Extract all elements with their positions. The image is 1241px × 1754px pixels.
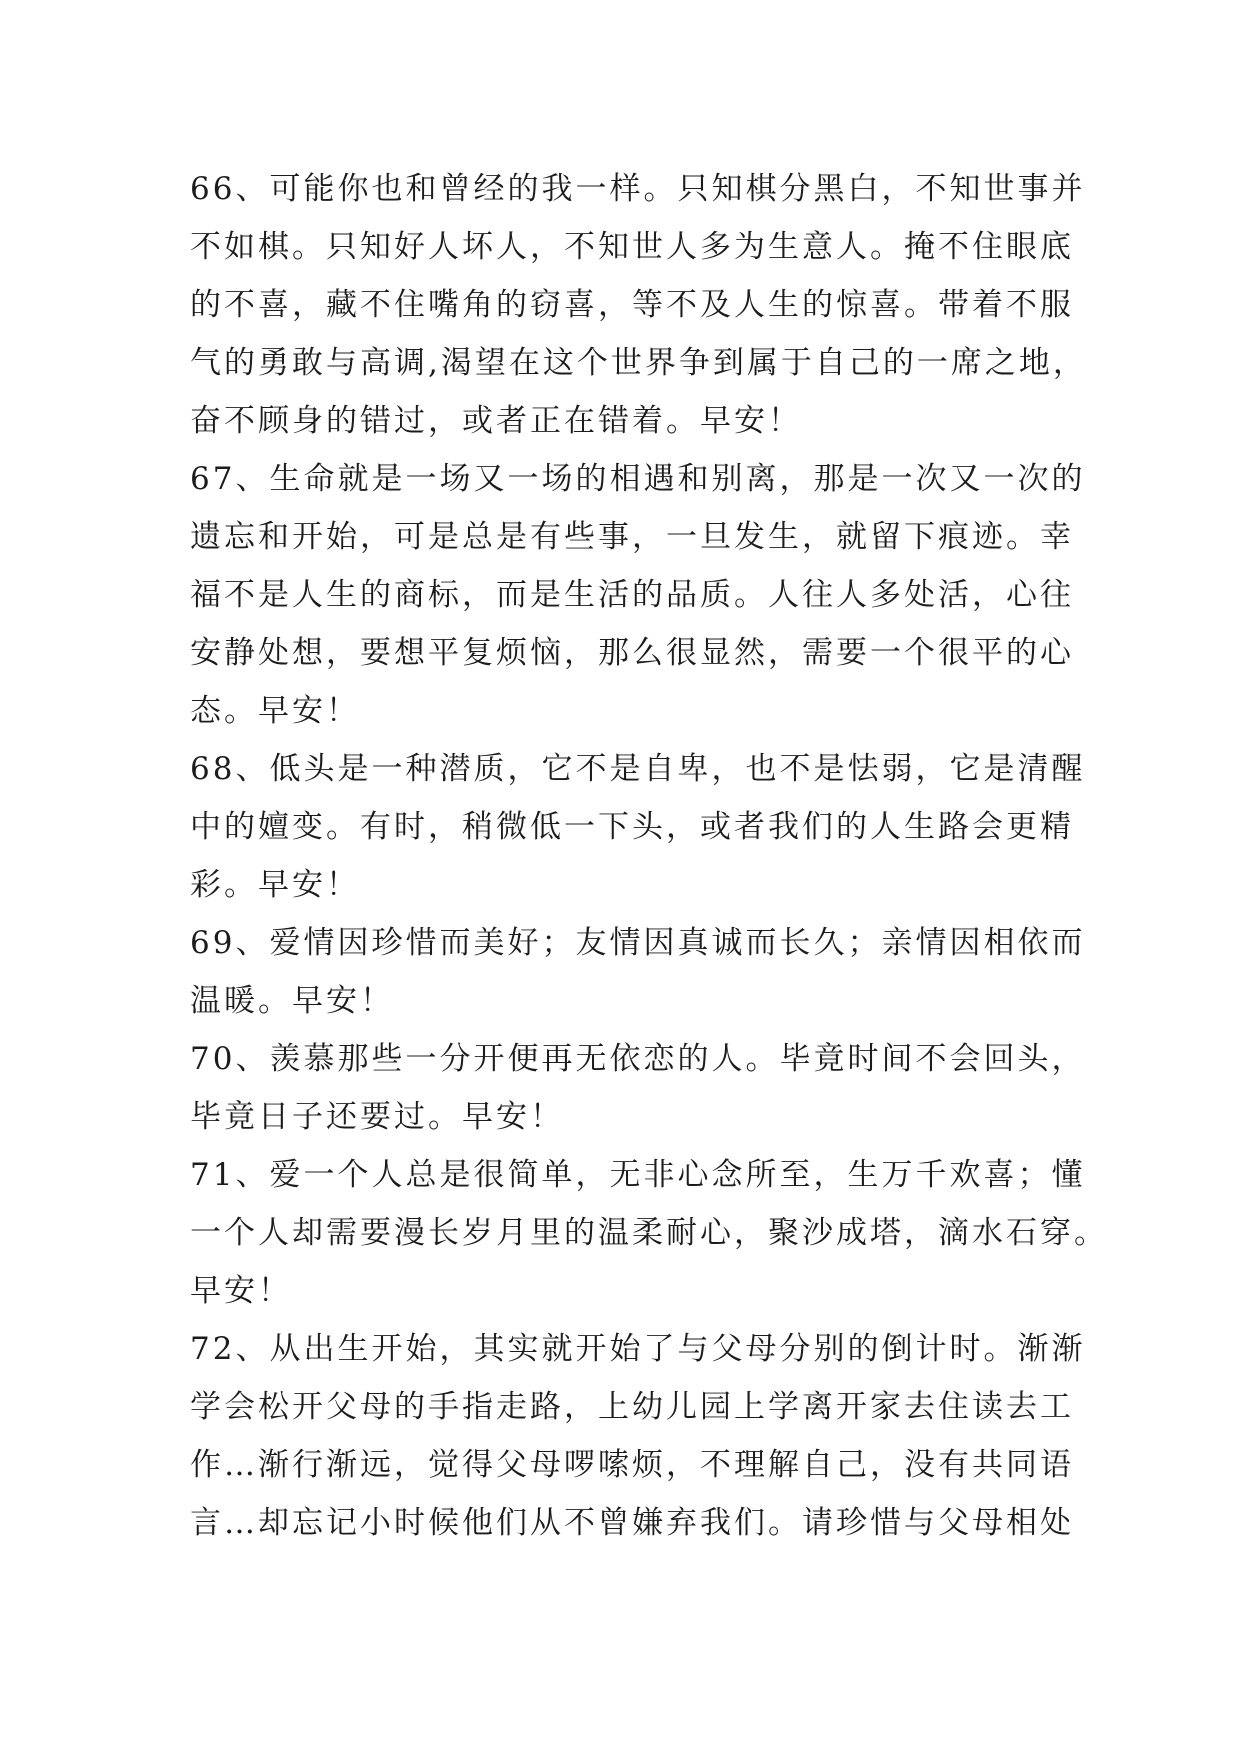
text-line: 70、羡慕那些一分开便再无依恋的人。毕竟时间不会回头， (190, 1041, 1086, 1077)
document-text-body (190, 160, 1108, 1552)
text-line: 彩。早安！ (190, 867, 360, 903)
text-line: 69、爱情因珍惜而美好；友情因真诚而长久；亲情因相依而 (190, 925, 1086, 961)
text-line: 66、可能你也和曾经的我一样。只知棋分黑白，不知世事并 (190, 171, 1086, 207)
text-line: 安静处想，要想平复烦恼，那么很显然，需要一个很平的心 (190, 635, 1074, 671)
text-line: 态。早安！ (190, 693, 360, 729)
text-line: 奋不顾身的错过，或者正在错着。早安！ (190, 403, 802, 439)
text-line: 中的嬗变。有时，稍微低一下头，或者我们的人生路会更精 (190, 809, 1074, 845)
text-line: 气的勇敢与高调,渴望在这个世界争到属于自己的一席之地， (190, 345, 1087, 381)
text-line: 福不是人生的商标，而是生活的品质。人往人多处活，心往 (190, 577, 1074, 613)
text-line: 67、生命就是一场又一场的相遇和别离，那是一次又一次的 (190, 461, 1086, 497)
text-line: 遗忘和开始，可是总是有些事，一旦发生，就留下痕迹。幸 (190, 519, 1074, 555)
text-line: 言…却忘记小时候他们从不曾嫌弃我们。请珍惜与父母相处 (190, 1505, 1074, 1541)
text-line: 不如棋。只知好人坏人，不知世人多为生意人。掩不住眼底 (190, 229, 1074, 265)
text-line: 早安！ (190, 1273, 292, 1309)
text-line: 一个人却需要漫长岁月里的温柔耐心，聚沙成塔，滴水石穿。 (190, 1215, 1108, 1251)
text-line: 温暖。早安！ (190, 983, 394, 1019)
text-line: 71、爱一个人总是很简单，无非心念所至，生万千欢喜；懂 (190, 1157, 1086, 1193)
text-line: 学会松开父母的手指走路，上幼儿园上学离开家去住读去工 (190, 1389, 1074, 1425)
text-line: 毕竟日子还要过。早安！ (190, 1099, 564, 1135)
text-line: 的不喜，藏不住嘴角的窃喜，等不及人生的惊喜。带着不服 (190, 287, 1074, 323)
text-line: 作…渐行渐远，觉得父母啰嗦烦，不理解自己，没有共同语 (190, 1447, 1074, 1483)
text-line: 68、低头是一种潜质，它不是自卑，也不是怯弱，它是清醒 (190, 751, 1086, 787)
text-line: 72、从出生开始，其实就开始了与父母分别的倒计时。渐渐 (190, 1331, 1086, 1367)
